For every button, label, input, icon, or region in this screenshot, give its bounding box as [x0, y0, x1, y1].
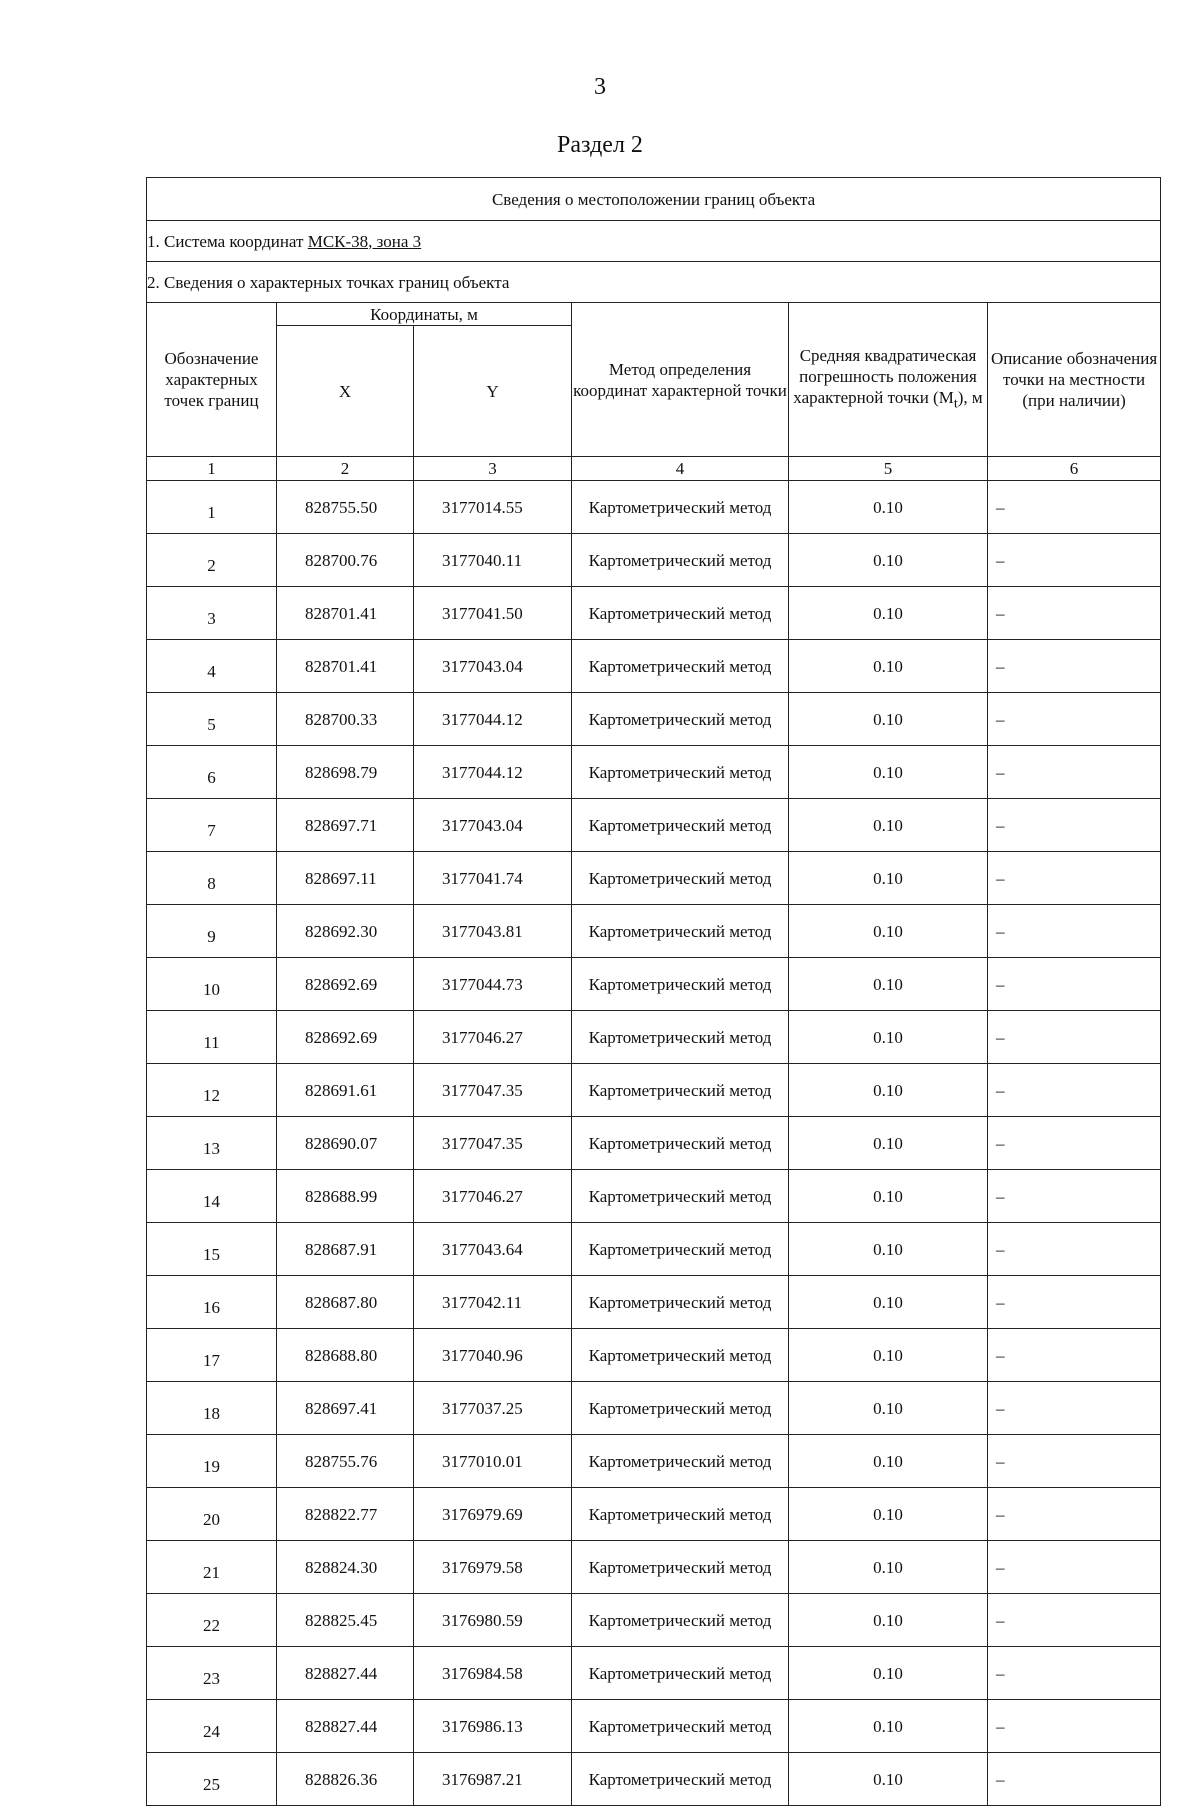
method-cell: Картометрический метод: [572, 1700, 789, 1753]
method-cell: Картометрический метод: [572, 799, 789, 852]
x-coordinate-cell: 828688.99: [277, 1170, 414, 1223]
column-number: 3: [414, 457, 572, 481]
table-row: [147, 1064, 1161, 1117]
table-row: [147, 799, 1161, 852]
error-cell: 0.10: [789, 693, 988, 746]
error-cell: 0.10: [789, 1488, 988, 1541]
y-coordinate-cell: 3177041.50: [414, 587, 572, 640]
error-cell: 0.10: [789, 587, 988, 640]
x-coordinate-cell: 828701.41: [277, 587, 414, 640]
x-coordinate-cell: 828698.79: [277, 746, 414, 799]
method-cell: Картометрический метод: [572, 1382, 789, 1435]
table-row: [147, 1647, 1161, 1700]
description-cell: –: [988, 1541, 1161, 1594]
table-title: Сведения о местоположении границ объекта: [147, 178, 1161, 221]
description-cell: –: [988, 1276, 1161, 1329]
x-coordinate-cell: 828687.91: [277, 1223, 414, 1276]
method-cell: Картометрический метод: [572, 1541, 789, 1594]
x-coordinate-cell: 828697.11: [277, 852, 414, 905]
table-row: [147, 587, 1161, 640]
y-coordinate-cell: 3177010.01: [414, 1435, 572, 1488]
y-coordinate-cell: 3176986.13: [414, 1700, 572, 1753]
point-id-cell: 11: [147, 1011, 277, 1064]
point-id-cell: 19: [147, 1435, 277, 1488]
method-cell: Картометрический метод: [572, 587, 789, 640]
description-cell: –: [988, 1223, 1161, 1276]
method-cell: Картометрический метод: [572, 1117, 789, 1170]
x-coordinate-cell: 828687.80: [277, 1276, 414, 1329]
error-cell: 0.10: [789, 1011, 988, 1064]
error-cell: 0.10: [789, 1382, 988, 1435]
header-coordinates: Координаты, м: [277, 303, 572, 326]
error-cell: 0.10: [789, 1223, 988, 1276]
table-row: [147, 1117, 1161, 1170]
table-row: [147, 1382, 1161, 1435]
header-error-unit: ), м: [957, 387, 983, 407]
x-coordinate-cell: 828690.07: [277, 1117, 414, 1170]
point-id-cell: 18: [147, 1382, 277, 1435]
point-id-cell: 17: [147, 1329, 277, 1382]
error-cell: 0.10: [789, 1276, 988, 1329]
x-coordinate-cell: 828700.33: [277, 693, 414, 746]
column-number: 5: [789, 457, 988, 481]
method-cell: Картометрический метод: [572, 1011, 789, 1064]
description-cell: –: [988, 852, 1161, 905]
y-coordinate-cell: 3176979.58: [414, 1541, 572, 1594]
x-coordinate-cell: 828826.36: [277, 1753, 414, 1806]
x-coordinate-cell: 828700.76: [277, 534, 414, 587]
method-cell: Картометрический метод: [572, 852, 789, 905]
header-error-subscript: t: [953, 395, 958, 412]
description-cell: –: [988, 1647, 1161, 1700]
method-cell: Картометрический метод: [572, 746, 789, 799]
header-designation: Обозначение характерных точек границ: [147, 303, 277, 457]
x-coordinate-cell: 828692.69: [277, 958, 414, 1011]
x-coordinate-cell: 828692.69: [277, 1011, 414, 1064]
y-coordinate-cell: 3177047.35: [414, 1064, 572, 1117]
point-id-cell: 4: [147, 640, 277, 693]
point-id-cell: 10: [147, 958, 277, 1011]
y-coordinate-cell: 3177043.04: [414, 640, 572, 693]
section-title: Раздел 2: [557, 132, 643, 158]
method-cell: Картометрический метод: [572, 1064, 789, 1117]
column-number: 1: [147, 457, 277, 481]
x-coordinate-cell: 828825.45: [277, 1594, 414, 1647]
description-cell: –: [988, 481, 1161, 534]
error-cell: 0.10: [789, 1700, 988, 1753]
description-cell: –: [988, 587, 1161, 640]
y-coordinate-cell: 3177046.27: [414, 1170, 572, 1223]
y-coordinate-cell: 3177047.35: [414, 1117, 572, 1170]
description-cell: –: [988, 1382, 1161, 1435]
table-row: [147, 1223, 1161, 1276]
y-coordinate-cell: 3176979.69: [414, 1488, 572, 1541]
y-coordinate-cell: 3177042.11: [414, 1276, 572, 1329]
description-cell: –: [988, 1594, 1161, 1647]
y-coordinate-cell: 3177040.11: [414, 534, 572, 587]
table-row: [147, 481, 1161, 534]
description-cell: –: [988, 693, 1161, 746]
point-id-cell: 14: [147, 1170, 277, 1223]
table-row: [147, 1541, 1161, 1594]
method-cell: Картометрический метод: [572, 481, 789, 534]
x-coordinate-cell: 828755.50: [277, 481, 414, 534]
point-id-cell: 2: [147, 534, 277, 587]
y-coordinate-cell: 3176980.59: [414, 1594, 572, 1647]
point-id-cell: 20: [147, 1488, 277, 1541]
description-cell: –: [988, 1170, 1161, 1223]
method-cell: Картометрический метод: [572, 958, 789, 1011]
error-cell: 0.10: [789, 799, 988, 852]
point-id-cell: 25: [147, 1753, 277, 1806]
point-id-cell: 24: [147, 1700, 277, 1753]
point-id-cell: 23: [147, 1647, 277, 1700]
table-row: [147, 1170, 1161, 1223]
method-cell: Картометрический метод: [572, 1329, 789, 1382]
page-number: 3: [594, 74, 606, 100]
y-coordinate-cell: 3176984.58: [414, 1647, 572, 1700]
error-cell: 0.10: [789, 1541, 988, 1594]
header-y: Y: [414, 326, 572, 457]
x-coordinate-cell: 828827.44: [277, 1700, 414, 1753]
method-cell: Картометрический метод: [572, 1488, 789, 1541]
description-cell: –: [988, 1117, 1161, 1170]
description-cell: –: [988, 1435, 1161, 1488]
x-coordinate-cell: 828688.80: [277, 1329, 414, 1382]
y-coordinate-cell: 3177037.25: [414, 1382, 572, 1435]
error-cell: 0.10: [789, 1170, 988, 1223]
error-cell: 0.10: [789, 1329, 988, 1382]
description-cell: –: [988, 958, 1161, 1011]
point-id-cell: 9: [147, 905, 277, 958]
error-cell: 0.10: [789, 905, 988, 958]
coordinate-system-row: [147, 221, 1161, 262]
header-method: Метод определения координат характерной точки: [572, 303, 789, 457]
x-coordinate-cell: 828701.41: [277, 640, 414, 693]
method-cell: Картометрический метод: [572, 693, 789, 746]
description-cell: –: [988, 799, 1161, 852]
header-x: X: [277, 326, 414, 457]
method-cell: Картометрический метод: [572, 905, 789, 958]
coordinate-system-value: МСК-38, зона 3: [307, 231, 422, 251]
error-cell: 0.10: [789, 1117, 988, 1170]
point-id-cell: 13: [147, 1117, 277, 1170]
column-number: 2: [277, 457, 414, 481]
x-coordinate-cell: 828827.44: [277, 1647, 414, 1700]
table-row: [147, 693, 1161, 746]
error-cell: 0.10: [789, 1594, 988, 1647]
point-id-cell: 6: [147, 746, 277, 799]
point-id-cell: 7: [147, 799, 277, 852]
y-coordinate-cell: 3177014.55: [414, 481, 572, 534]
method-cell: Картометрический метод: [572, 534, 789, 587]
boundary-points-table: [146, 177, 1161, 1806]
method-cell: Картометрический метод: [572, 1753, 789, 1806]
method-cell: Картометрический метод: [572, 1435, 789, 1488]
point-id-cell: 12: [147, 1064, 277, 1117]
description-cell: –: [988, 1064, 1161, 1117]
error-cell: 0.10: [789, 1647, 988, 1700]
method-cell: Картометрический метод: [572, 1647, 789, 1700]
y-coordinate-cell: 3177041.74: [414, 852, 572, 905]
point-id-cell: 1: [147, 481, 277, 534]
method-cell: Картометрический метод: [572, 1276, 789, 1329]
y-coordinate-cell: 3177043.81: [414, 905, 572, 958]
y-coordinate-cell: 3177046.27: [414, 1011, 572, 1064]
table-row: [147, 534, 1161, 587]
header-error-text: Средняя квадратическая погрешность положения характерной точки (M: [793, 345, 977, 407]
description-cell: –: [988, 1011, 1161, 1064]
error-cell: 0.10: [789, 534, 988, 587]
description-cell: –: [988, 640, 1161, 693]
y-coordinate-cell: 3177040.96: [414, 1329, 572, 1382]
error-cell: 0.10: [789, 852, 988, 905]
x-coordinate-cell: 828824.30: [277, 1541, 414, 1594]
table-row: [147, 852, 1161, 905]
point-id-cell: 22: [147, 1594, 277, 1647]
method-cell: Картометрический метод: [572, 640, 789, 693]
error-cell: 0.10: [789, 481, 988, 534]
y-coordinate-cell: 3177044.12: [414, 746, 572, 799]
column-number: 4: [572, 457, 789, 481]
table-row: [147, 1488, 1161, 1541]
table-row: [147, 640, 1161, 693]
error-cell: 0.10: [789, 1064, 988, 1117]
x-coordinate-cell: 828691.61: [277, 1064, 414, 1117]
header-error: [789, 303, 988, 457]
error-cell: 0.10: [789, 640, 988, 693]
y-coordinate-cell: 3176987.21: [414, 1753, 572, 1806]
y-coordinate-cell: 3177043.04: [414, 799, 572, 852]
point-id-cell: 5: [147, 693, 277, 746]
y-coordinate-cell: 3177043.64: [414, 1223, 572, 1276]
error-cell: 0.10: [789, 958, 988, 1011]
point-id-cell: 15: [147, 1223, 277, 1276]
column-number: 6: [988, 457, 1161, 481]
y-coordinate-cell: 3177044.12: [414, 693, 572, 746]
method-cell: Картометрический метод: [572, 1170, 789, 1223]
description-cell: –: [988, 534, 1161, 587]
table-row: [147, 905, 1161, 958]
table-row: [147, 1276, 1161, 1329]
table-row: [147, 1700, 1161, 1753]
method-cell: Картометрический метод: [572, 1223, 789, 1276]
table-row: [147, 1594, 1161, 1647]
description-cell: –: [988, 905, 1161, 958]
error-cell: 0.10: [789, 1753, 988, 1806]
x-coordinate-cell: 828697.41: [277, 1382, 414, 1435]
table-row: [147, 746, 1161, 799]
table-row: [147, 958, 1161, 1011]
point-id-cell: 16: [147, 1276, 277, 1329]
description-cell: –: [988, 1700, 1161, 1753]
x-coordinate-cell: 828692.30: [277, 905, 414, 958]
table-row: [147, 1435, 1161, 1488]
error-cell: 0.10: [789, 746, 988, 799]
table-row: [147, 1011, 1161, 1064]
description-cell: –: [988, 746, 1161, 799]
description-cell: –: [988, 1753, 1161, 1806]
table-row: [147, 1329, 1161, 1382]
x-coordinate-cell: 828755.76: [277, 1435, 414, 1488]
x-coordinate-cell: 828822.77: [277, 1488, 414, 1541]
description-cell: –: [988, 1488, 1161, 1541]
x-coordinate-cell: 828697.71: [277, 799, 414, 852]
error-cell: 0.10: [789, 1435, 988, 1488]
points-info-row: 2. Сведения о характерных точках границ объекта: [147, 262, 1161, 303]
point-id-cell: 8: [147, 852, 277, 905]
y-coordinate-cell: 3177044.73: [414, 958, 572, 1011]
description-cell: –: [988, 1329, 1161, 1382]
point-id-cell: 21: [147, 1541, 277, 1594]
point-id-cell: 3: [147, 587, 277, 640]
header-description: Описание обозначения точки на местности (при наличии): [988, 303, 1161, 457]
coordinate-system-label: 1. Система координат: [147, 231, 308, 251]
table-row: [147, 1753, 1161, 1806]
method-cell: Картометрический метод: [572, 1594, 789, 1647]
